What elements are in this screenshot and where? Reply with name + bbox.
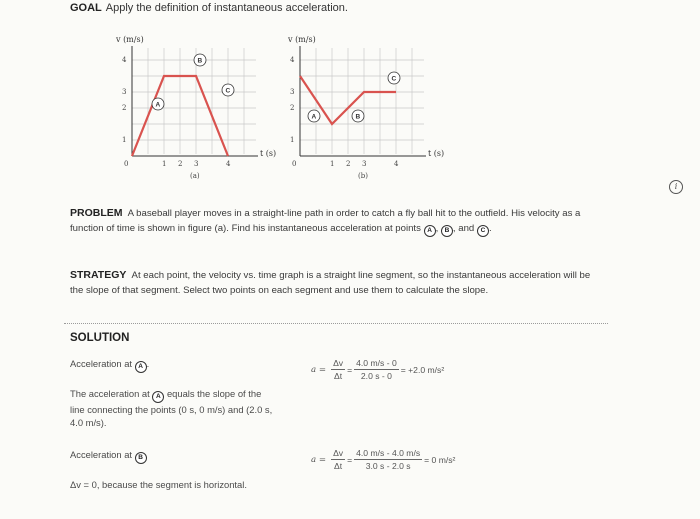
svg-text:A: A [155, 101, 161, 109]
step1-note-mark: A [152, 391, 164, 403]
eq1-den2: 2.0 s - 0 [360, 371, 392, 381]
eq1-result: = +2.0 m/s² [400, 364, 445, 375]
step1-point-mark: A [135, 361, 147, 373]
figure-b-y-title: v (m/s) [288, 35, 316, 44]
problem-end: . [488, 223, 492, 234]
figure-a-point-b [194, 54, 206, 66]
eq1-den1: Δt [334, 371, 343, 381]
eq2-frac-values [354, 448, 422, 471]
point-a-mark: A [424, 225, 436, 237]
strategy-label: STRATEGY [70, 269, 127, 281]
figure-a-ytick-3: 3 [122, 88, 127, 96]
figure-b-point-a [308, 110, 320, 122]
eq2-equals: = [347, 454, 353, 465]
problem-label: PROBLEM [70, 207, 123, 219]
figure-a-xtick-4: 4 [226, 160, 231, 168]
eq1-num1: Δv [333, 358, 344, 368]
equation-2 [308, 448, 455, 471]
svg-text:B: B [355, 113, 361, 121]
figure-a-xtick-1: 1 [162, 160, 167, 168]
eq2-den2: 3.0 s - 2.0 s [365, 461, 411, 471]
problem-section: PROBLEM A baseball player moves in a straight-line path in order to catch a fly ball hit to the outfield. His velocity as a function of time is shown in figure (a). Find his instantaneous acceleration at points A , B , and C . [70, 206, 600, 237]
problem-and: , and [452, 223, 475, 234]
figure-a-xtick-2: 2 [178, 160, 183, 168]
goal-heading [70, 2, 348, 14]
figure-a-point-a [152, 98, 164, 110]
eq2-a: a = [311, 454, 327, 465]
eq2-num2: 4.0 m/s - 4.0 m/s [356, 448, 421, 458]
eq2-num1: Δv [333, 448, 344, 458]
figure-b-point-b [352, 110, 364, 122]
figure-a-grid [132, 48, 256, 154]
step2-point-mark: B [135, 452, 147, 464]
figure-b [278, 32, 445, 192]
step1-note-pre: The acceleration at [70, 388, 150, 399]
figure-a-caption: (a) [190, 172, 200, 180]
eq2-result: = 0 m/s² [424, 454, 456, 465]
figure-a-point-c [222, 84, 234, 96]
svg-text:C: C [391, 75, 397, 83]
svg-text:C: C [225, 87, 231, 95]
figure-a-origin: 0 [124, 160, 129, 168]
step1-note-post: equals the slope of the line connecting the points (0 s, 0 m/s) and (2.0 s, 4.0 m/s). [70, 388, 273, 428]
eq2-den1: Δt [334, 461, 343, 471]
step1-label-text: Acceleration at [70, 358, 133, 369]
figure-b-caption: (b) [358, 172, 368, 180]
info-icon[interactable]: i [669, 180, 683, 194]
svg-text:B: B [197, 57, 203, 65]
figure-b-point-c [388, 72, 400, 84]
figure-b-ytick-1: 1 [290, 136, 295, 144]
eq1-frac-values [354, 358, 399, 381]
figure-b-ytick-3: 3 [290, 88, 295, 96]
figure-b-x-title: t (s) [428, 149, 445, 158]
figure-b-xtick-1: 1 [330, 160, 335, 168]
strategy-text: At each point, the velocity vs. time graph is a straight line segment, so the instantaneous acceleration will be the slope of that segment. Select two points on each segment and use them to calculate the slope. [70, 270, 591, 296]
figure-a-y-title: v (m/s) [116, 35, 144, 44]
problem-text: A baseball player moves in a straight-line path in order to catch a fly ball hit to the outfield. His velocity as a function of time is shown in figure (a). Find his instantaneous acceleration at points [70, 208, 581, 234]
figure-b-ytick-2: 2 [290, 104, 295, 112]
goal-label: GOAL [70, 2, 102, 14]
solution-title: SOLUTION [70, 332, 130, 344]
eq1-a: a = [311, 364, 327, 375]
figure-b-grid [300, 48, 424, 154]
solution-step1-note [70, 387, 275, 429]
figure-a-xtick-3: 3 [194, 160, 199, 168]
solution-step1-label: Acceleration at A . [70, 357, 149, 373]
solution-step2-note: Δv = 0, because the segment is horizontal. [70, 479, 247, 490]
figure-b-svg [278, 32, 445, 192]
step2-label-text: Acceleration at [70, 449, 133, 460]
solution-step2-label [70, 448, 147, 464]
figure-b-xtick-4: 4 [394, 160, 399, 168]
eq1-num2: 4.0 m/s - 0 [356, 358, 397, 368]
eq1-frac-delta [331, 358, 345, 381]
figure-a [110, 32, 277, 192]
figure-a-x-title: t (s) [260, 149, 277, 158]
eq2-frac-delta [331, 448, 345, 471]
figure-b-xtick-2: 2 [346, 160, 351, 168]
svg-text:A: A [311, 113, 317, 121]
section-divider [64, 323, 608, 324]
goal-text: Apply the definition of instantaneous acceleration. [105, 2, 348, 14]
figure-a-ytick-1: 1 [122, 136, 127, 144]
figure-a-ytick-4: 4 [122, 56, 127, 64]
figure-b-ytick-4: 4 [290, 56, 295, 64]
figure-a-ytick-2: 2 [122, 104, 127, 112]
equation-1 [308, 358, 444, 381]
strategy-section [70, 268, 600, 298]
figure-b-origin: 0 [292, 160, 297, 168]
point-b-mark: B [441, 225, 453, 237]
figure-b-xtick-3: 3 [362, 160, 367, 168]
eq1-equals: = [347, 364, 353, 375]
point-c-mark: C [477, 225, 489, 237]
figure-a-svg [110, 32, 277, 192]
